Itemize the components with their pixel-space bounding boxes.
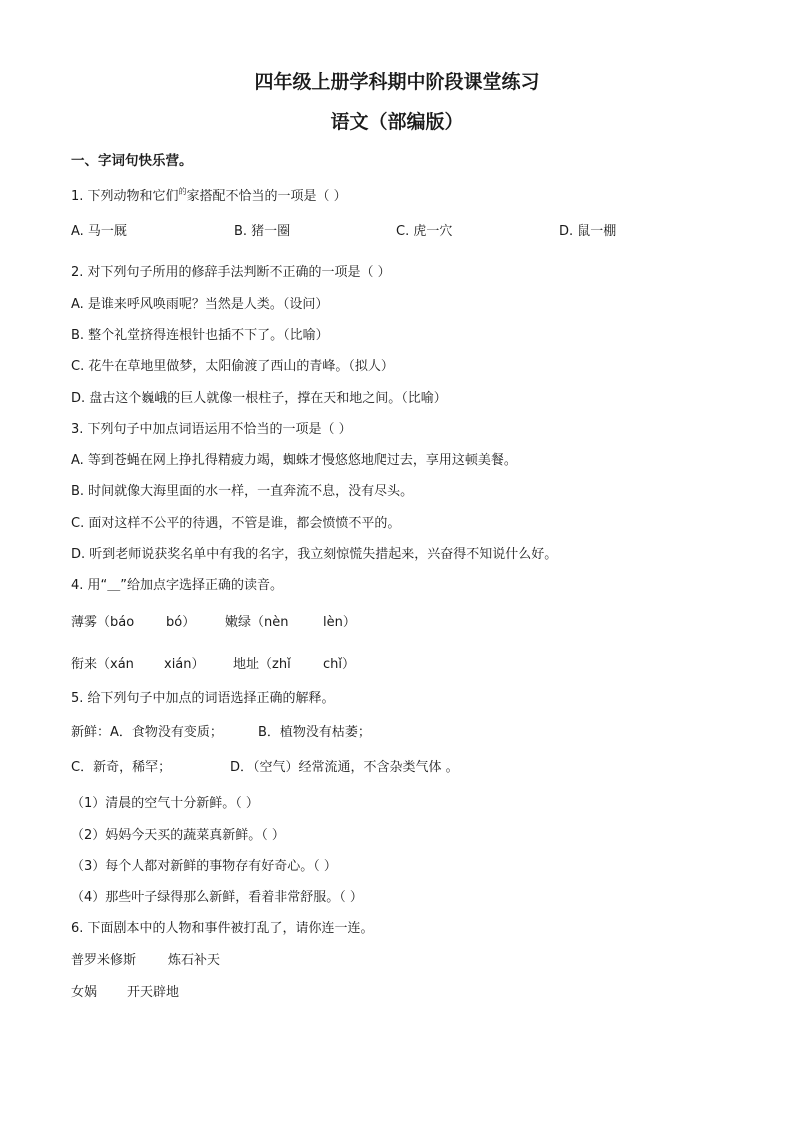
question-1-option-a: A. 马一厩 (71, 224, 127, 239)
question-1-option-d: D. 鼠一棚 (559, 224, 617, 239)
question-2-option-d: D. 盘古这个巍峨的巨人就像一根柱子，撑在天和地之间。（比喻） (71, 391, 447, 406)
question-3-option-c: C. 面对这样不公平的待遇，不管是谁，都会愤愤不平的。 (71, 516, 401, 531)
question-5-definition-d: D．（空气）经常流通，不含杂类气体 。 (230, 760, 459, 775)
question-6-left-2: 女娲 (71, 985, 98, 1000)
question-5-definition-c: C．新奇，稀罕； (71, 760, 172, 775)
question-1-stem-b: 家搭配不恰当的一项是（ ） (186, 189, 347, 204)
question-5-item-3: （3）每个人都对新鲜的事物存有好奇心。（ ） (71, 859, 337, 874)
question-1-stem (71, 188, 347, 207)
page-title: 四年级上册学科期中阶段课堂练习 (254, 71, 540, 93)
question-4-alt-2: lèn） (323, 615, 356, 630)
question-5-item-2: （2）妈妈今天买的蔬菜真新鲜。（ ） (71, 828, 285, 843)
section-heading: 一、字词句快乐营。 (71, 153, 193, 169)
question-4-word-3: 衔来（xán (71, 657, 134, 672)
question-4-stem: 4. 用“＿”给加点字选择正确的读音。 (71, 578, 284, 593)
question-4-word-2: 嫩绿（nèn (225, 615, 289, 630)
question-4-alt-3: xián） (164, 657, 205, 672)
question-5-definition-a: 新鲜：A．食物没有变质； (71, 725, 223, 740)
question-3-option-d: D. 听到老师说获奖名单中有我的名字，我立刻惊慌失措起来，兴奋得不知说什么好。 (71, 547, 558, 562)
question-4-word-4: 地址（zhǐ (233, 657, 291, 672)
question-5-stem: 5. 给下列句子中加点的词语选择正确的解释。 (71, 691, 335, 706)
question-5-item-4: （4）那些叶子绿得那么新鲜，看着非常舒服。（ ） (71, 890, 363, 905)
question-3-option-b: B. 时间就像大海里面的水一样，一直奔流不息，没有尽头。 (71, 484, 414, 499)
question-1-option-c: C. 虎一穴 (396, 224, 453, 239)
question-3-stem: 3. 下列句子中加点词语运用不恰当的一项是（ ） (71, 422, 352, 437)
question-6-stem: 6. 下面剧本中的人物和事件被打乱了，请你连一连。 (71, 921, 374, 936)
question-5-definition-b: B．植物没有枯萎； (258, 725, 371, 740)
question-6-right-2: 开天辟地 (127, 985, 180, 1000)
question-5-item-1: （1）清晨的空气十分新鲜。（ ） (71, 796, 259, 811)
page-subtitle: 语文（部编版） (330, 111, 464, 133)
question-6-left-1: 普罗米修斯 (71, 953, 137, 968)
question-2-option-c: C. 花牛在草地里做梦，太阳偷渡了西山的青峰。（拟人） (71, 359, 394, 374)
question-4-alt-4: chǐ） (323, 657, 355, 672)
question-1-stem-a: 1. 下列动物和它们 (71, 189, 179, 204)
question-2-option-b: B. 整个礼堂挤得连根针也插不下了。（比喻） (71, 328, 329, 343)
question-3-option-a: A. 等到苍蝇在网上挣扎得精疲力竭，蜘蛛才慢悠悠地爬过去，享用这顿美餐。 (71, 453, 517, 468)
question-4-alt-1: bó） (166, 615, 196, 630)
question-2-stem: 2. 对下列句子所用的修辞手法判断不正确的一项是（ ） (71, 265, 391, 280)
question-2-option-a: A. 是谁来呼风唤雨呢？当然是人类。（设问） (71, 297, 329, 312)
question-1-stem-sup: 的 (178, 187, 187, 196)
question-6-right-1: 炼石补天 (168, 953, 221, 968)
question-1-option-b: B. 猪一圈 (234, 224, 291, 239)
question-4-word-1: 薄雾（báo (71, 615, 135, 630)
